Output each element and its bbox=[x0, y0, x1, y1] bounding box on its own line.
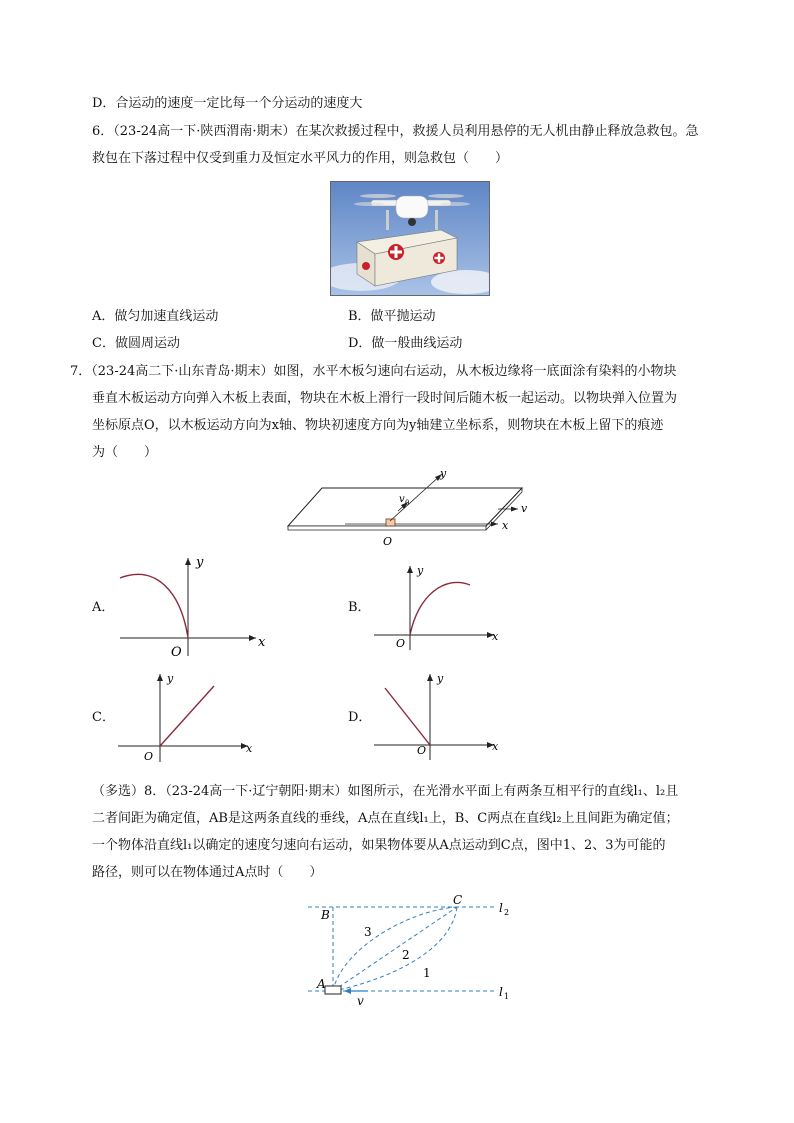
graph-d-x-label: x bbox=[492, 740, 499, 753]
q7-option-c[interactable]: C． bbox=[92, 710, 115, 725]
graph-b-x-label: x bbox=[492, 630, 499, 643]
board-v0-subscript: 0 bbox=[405, 499, 410, 507]
parallel-lines-figure bbox=[300, 888, 530, 1008]
line-l1-label: l bbox=[499, 985, 503, 999]
q6-stem-line-1: 6．（23-24高一下·陕西渭南·期末）在某次救援过程中，救援人员利用悬停的无人机由静止释放急救包。急 bbox=[92, 124, 699, 139]
q8-stem-line-4: 路径，则可以在物体通过A点时（ ） bbox=[92, 865, 323, 880]
q8-stem-line-1: （多选）8．（23-24高一下·辽宁朝阳·期末）如图所示，在光滑水平面上有两条互相平行的直线l₁、l₂且 bbox=[92, 784, 679, 799]
graph-b[interactable] bbox=[370, 560, 510, 652]
q7-stem-line-1: 7．（23-24高二下·山东青岛·期末）如图，水平木板匀速向右运动，从木板边缘将一底面涂有染料的小物块 bbox=[70, 364, 677, 379]
graph-d-y-label: y bbox=[437, 672, 444, 685]
line-l1-subscript: 1 bbox=[504, 992, 510, 1001]
q8-stem-line-3: 一个物体沿直线l₁以确定的速度匀速向右运动，如果物体要从A点运动到C点，图中1、2、3为可能的 bbox=[92, 838, 666, 853]
graph-b-origin-label: O bbox=[396, 637, 406, 650]
board-v-label: v bbox=[521, 502, 528, 515]
q8-stem-line-2: 二者间距为确定值，AB是这两条直线的垂线，A点在直线l₁上，B、C两点在直线l₂上且间距为确定值； bbox=[92, 811, 679, 826]
q7-stem-line-3: 坐标原点O，以木板运动方向为x轴、物块初速度方向为y轴建立坐标系，则物块在木板上留下的痕迹 bbox=[92, 418, 664, 433]
graph-a-y-label: y bbox=[196, 555, 204, 570]
q6-stem-line-2: 救包在下落过程中仅受到重力及恒定水平风力的作用，则急救包（ ） bbox=[92, 151, 509, 166]
drone-first-aid-photo bbox=[330, 181, 490, 296]
path-3-label: 3 bbox=[364, 925, 372, 939]
board-origin-label: O bbox=[383, 535, 393, 548]
q7-option-b[interactable]: B． bbox=[348, 600, 371, 615]
q7-option-a[interactable]: A． bbox=[92, 600, 115, 615]
board-v0-label: v bbox=[399, 494, 405, 505]
graph-c-x-label: x bbox=[246, 742, 253, 755]
graph-b-y-label: y bbox=[417, 564, 424, 577]
q6-option-c[interactable]: C．做圆周运动 bbox=[92, 336, 180, 351]
point-c-label: C bbox=[453, 893, 463, 907]
board-x-label: x bbox=[502, 519, 509, 532]
graph-c-origin-label: O bbox=[144, 750, 154, 763]
line-l2-label: l bbox=[499, 901, 503, 915]
q6-option-a[interactable]: A．做匀加速直线运动 bbox=[92, 309, 219, 324]
path-2-label: 2 bbox=[402, 948, 410, 962]
q6-option-d[interactable]: D．做一般曲线运动 bbox=[348, 336, 463, 351]
graph-c-y-label: y bbox=[167, 672, 174, 685]
board-y-label: y bbox=[440, 467, 447, 480]
graph-a[interactable] bbox=[116, 552, 276, 662]
point-b-label: B bbox=[321, 908, 330, 922]
graph-d[interactable] bbox=[370, 668, 510, 764]
point-a-label: A bbox=[317, 977, 326, 991]
graph-c[interactable] bbox=[116, 668, 256, 764]
board-figure bbox=[280, 466, 540, 550]
velocity-v-label: v bbox=[357, 994, 364, 1008]
graph-a-origin-label: O bbox=[171, 645, 182, 660]
q5-option-d: D．合运动的速度一定比每一个分运动的速度大 bbox=[92, 96, 363, 111]
q7-option-d[interactable]: D． bbox=[348, 710, 372, 725]
q6-option-b[interactable]: B．做平抛运动 bbox=[348, 309, 436, 324]
q7-stem-line-4: 为（ ） bbox=[92, 445, 158, 460]
q7-stem-line-2: 垂直木板运动方向弹入木板上表面，物块在木板上滑行一段时间后随木板一起运动。以物块弹入位置为 bbox=[92, 391, 678, 406]
graph-d-origin-label: O bbox=[417, 744, 427, 757]
graph-a-x-label: x bbox=[258, 635, 266, 650]
path-1-label: 1 bbox=[423, 966, 431, 980]
line-l2-subscript: 2 bbox=[504, 908, 510, 917]
